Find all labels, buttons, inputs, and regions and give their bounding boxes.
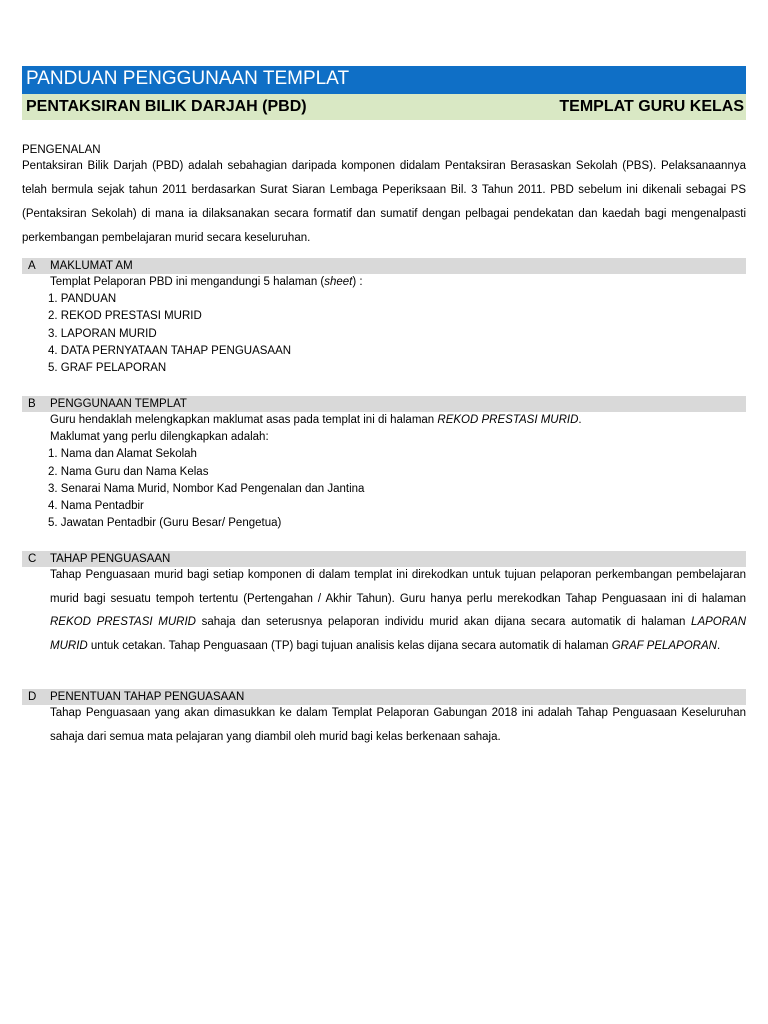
section-body bbox=[22, 564, 746, 658]
list-item: 3. LAPORAN MURID bbox=[48, 327, 157, 340]
subtitle-bar bbox=[22, 94, 746, 120]
section-paragraph: Tahap Penguasaan murid bagi setiap komponen di dalam templat ini direkodkan untuk tujuan pelaporan perkembangan pembelajaran murid bagi sesuatu tempoh tertentu (Pertengahan / Akhir Tahun). Guru hanya perlu merekodkan Tahap Penguasaan ini di halaman REKOD PRESTASI MURID sahaja dan seterusnya pelaporan individu murid akan dijana secara automatik di halaman LAPORAN MURID untuk cetakan. Tahap Penguasaan (TP) bagi tujuan analisis kelas dijana secara automatik di halaman GRAF PELAPORAN. bbox=[50, 569, 747, 652]
list-item: 1. PANDUAN bbox=[48, 293, 117, 306]
list-item: 2. REKOD PRESTASI MURID bbox=[48, 310, 202, 323]
section-letter: B bbox=[28, 398, 36, 410]
section-intro: Templat Pelaporan PBD ini mengandungi 5 halaman (sheet) : bbox=[50, 276, 363, 288]
section-header bbox=[22, 396, 746, 412]
list-item: 1. Nama dan Alamat Sekolah bbox=[48, 448, 197, 461]
list-item: 3. Senarai Nama Murid, Nombor Kad Pengenalan dan Jantina bbox=[48, 482, 365, 495]
list-item: 2. Nama Guru dan Nama Kelas bbox=[48, 465, 209, 478]
section-letter: C bbox=[28, 553, 37, 565]
section-line: Maklumat yang perlu dilengkapkan adalah: bbox=[50, 431, 269, 444]
section-c bbox=[22, 551, 746, 658]
section-b bbox=[22, 396, 746, 532]
page-subtitle: PENTAKSIRAN BILIK DARJAH (PBD) bbox=[26, 98, 307, 115]
section-line: Guru hendaklah melengkapkan maklumat asas pada templat ini di halaman REKOD PRESTASI MURID. bbox=[50, 414, 582, 426]
section-title: PENENTUAN TAHAP PENGUASAAN bbox=[50, 691, 245, 703]
list-item: 4. DATA PERNYATAAN TAHAP PENGUASAAN bbox=[48, 344, 292, 357]
section-title: PENGGUNAAN TEMPLAT bbox=[50, 398, 187, 410]
section-a bbox=[22, 258, 746, 377]
document-page bbox=[22, 66, 747, 743]
template-label: TEMPLAT GURU KELAS bbox=[559, 98, 744, 115]
section-d bbox=[22, 689, 746, 749]
section-title: MAKLUMAT AM bbox=[50, 260, 133, 272]
intro-body: Pentaksiran Bilik Darjah (PBD) adalah sebahagian daripada komponen didalam Pentaksiran Berasaskan Sekolah (PBS). Pelaksanaannya telah bermula sejak tahun 2011 berdasarkan Surat Siaran Lembaga Peperiksaan Bil. 3 Tahun 2011. PBD sebelum ini dikenali sebagai PS (Pentaksiran Sekolah) di mana ia dilaksanakan secara formatif dan sumatif dengan pelbagai pendekatan dan kaedah bagi mengenalpasti perkembangan pembelajaran murid secara keseluruhan. bbox=[22, 160, 746, 244]
list-item: 4. Nama Pentadbir bbox=[48, 499, 144, 512]
list-item: 5. Jawatan Pentadbir (Guru Besar/ Pengetua) bbox=[48, 517, 282, 530]
section-body bbox=[22, 702, 746, 749]
section-letter: D bbox=[28, 691, 37, 703]
section-body bbox=[22, 412, 746, 532]
section-paragraph: Tahap Penguasaan yang akan dimasukkan ke dalam Templat Pelaporan Gabungan 2018 ini adalah Tahap Penguasaan Keseluruhan sahaja dari semua mata pelajaran yang diambil oleh murid bagi kelas berkenaan sahaja. bbox=[50, 707, 746, 743]
intro-section bbox=[22, 144, 746, 250]
section-body bbox=[22, 274, 746, 377]
section-letter: A bbox=[28, 260, 36, 272]
page-title: PANDUAN PENGGUNAAN TEMPLAT bbox=[22, 66, 746, 94]
list-item: 5. GRAF PELAPORAN bbox=[48, 361, 167, 374]
intro-heading: PENGENALAN bbox=[22, 144, 101, 156]
section-header bbox=[22, 258, 746, 274]
section-title: TAHAP PENGUASAAN bbox=[50, 553, 171, 565]
